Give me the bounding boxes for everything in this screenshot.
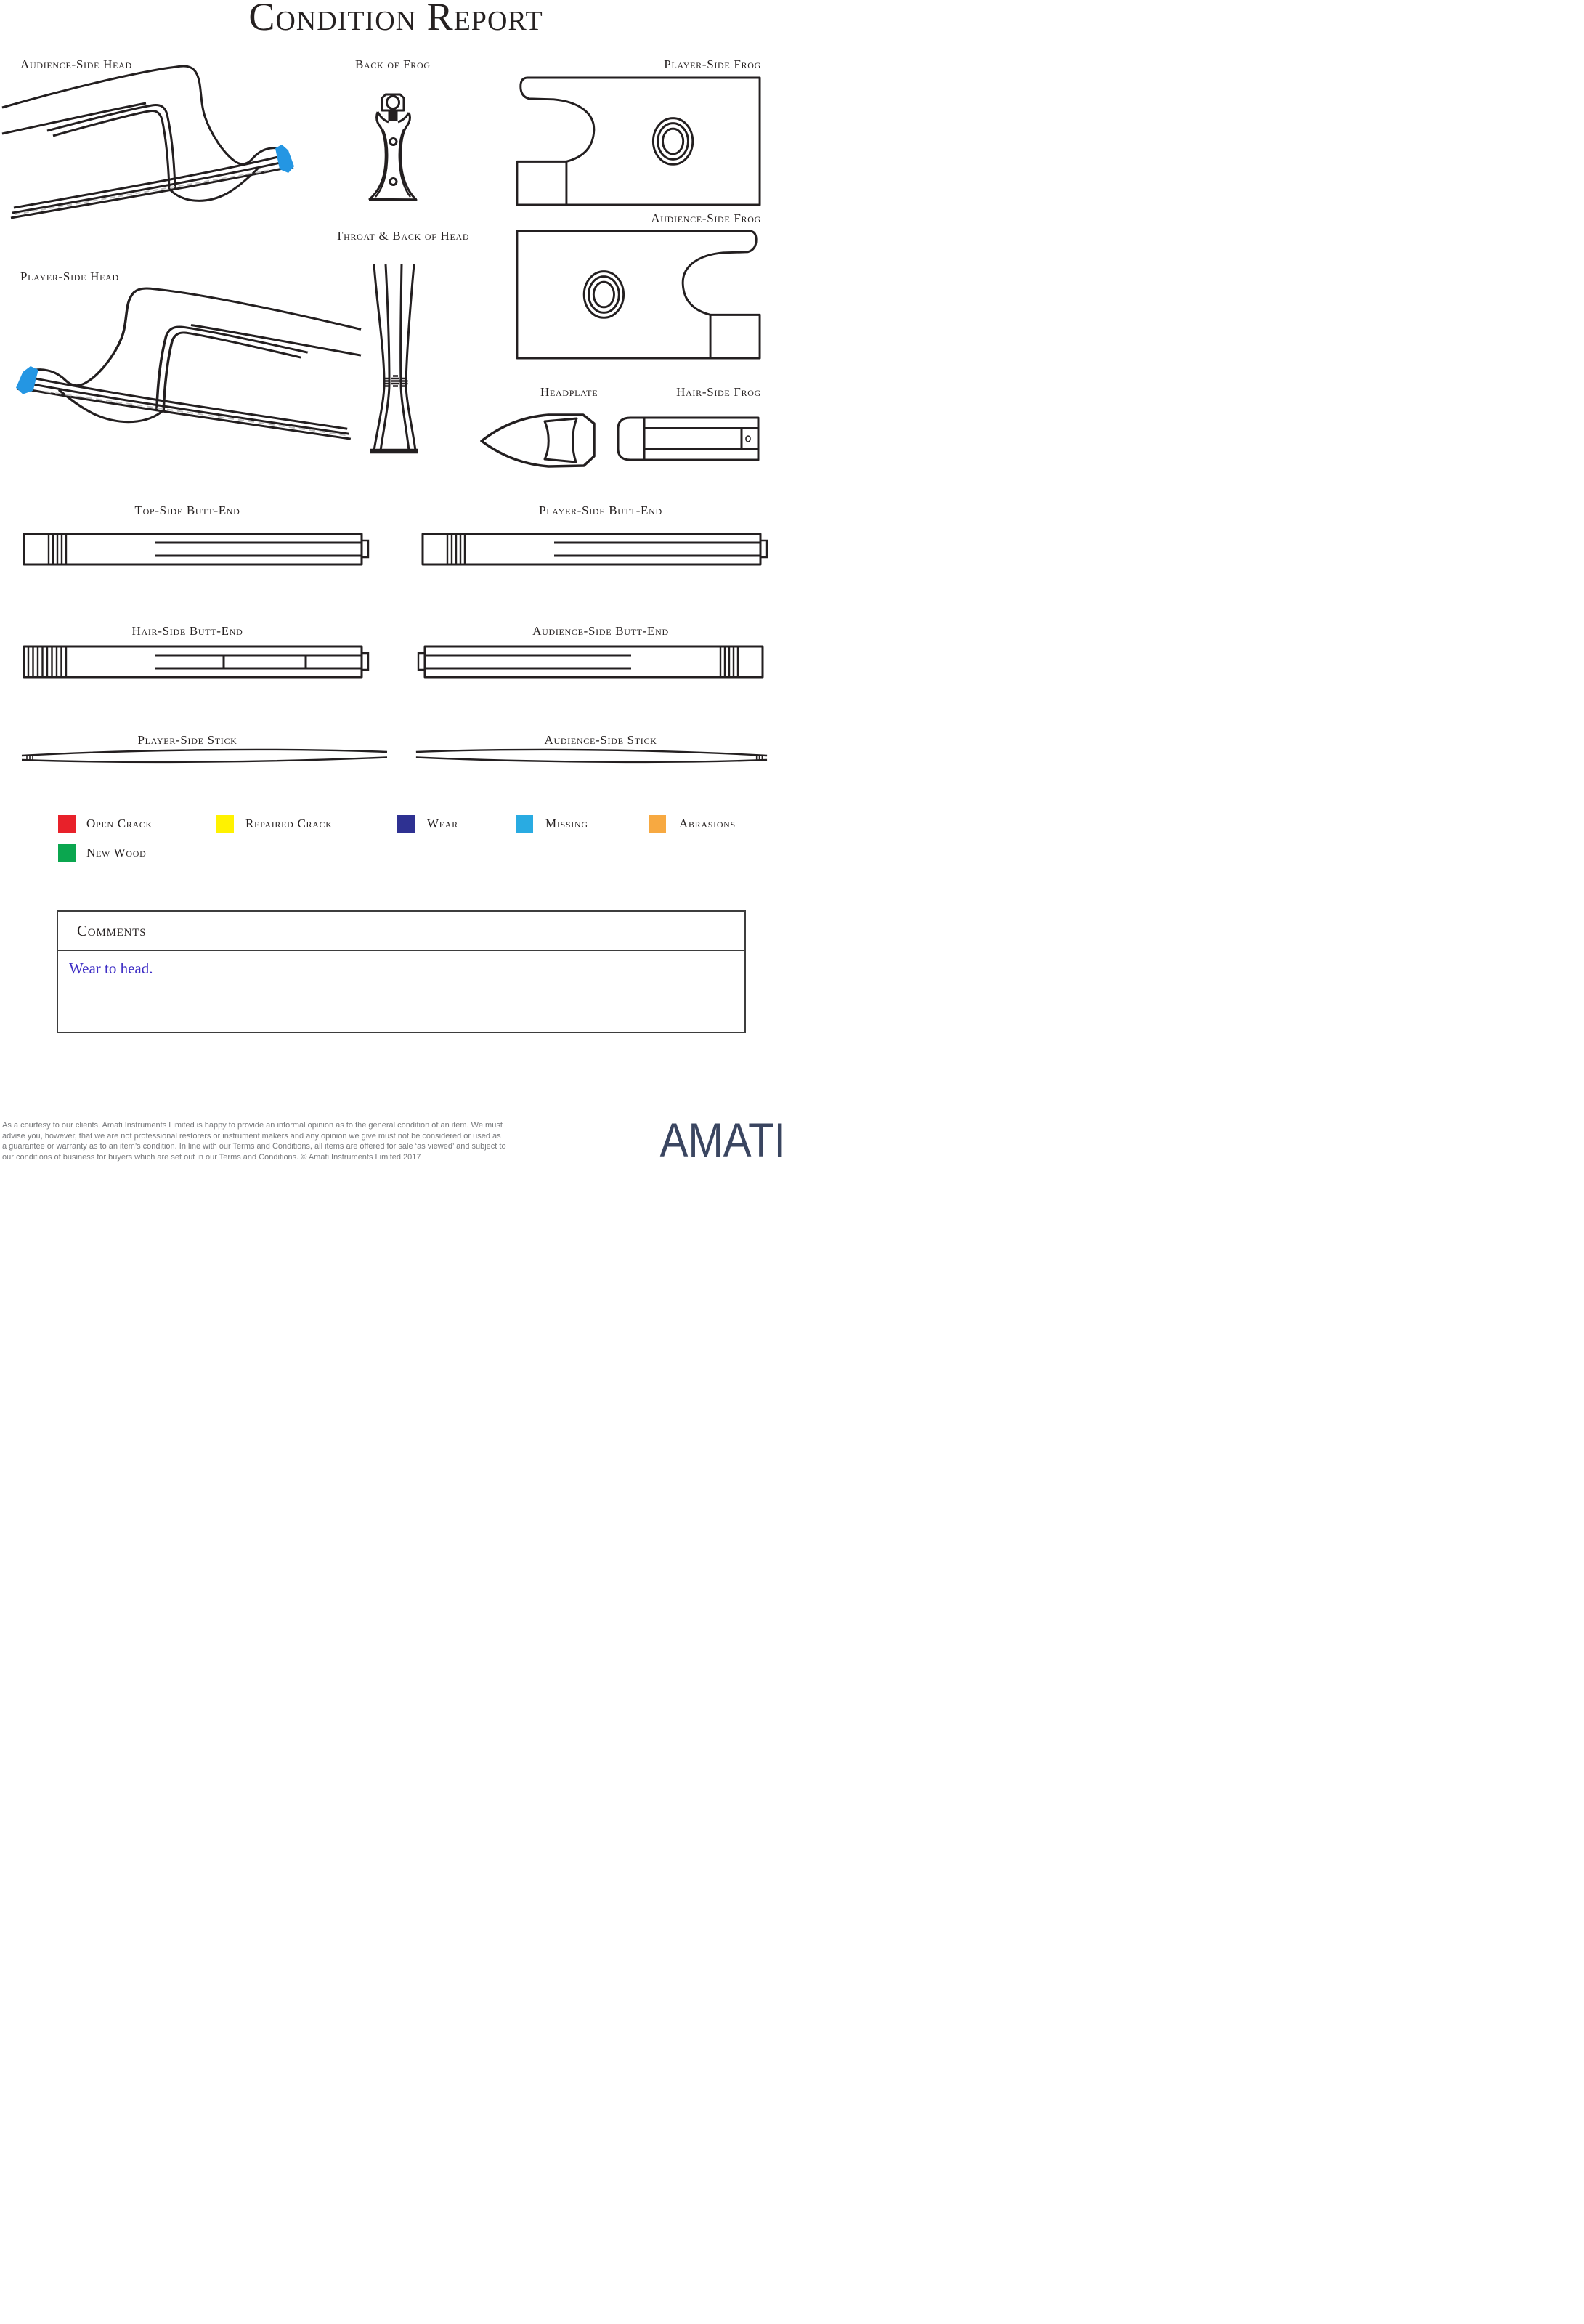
condition-report-page bbox=[0, 0, 792, 1162]
throat-back-of-head-diagram bbox=[367, 262, 420, 455]
player-side-frog-diagram bbox=[516, 75, 761, 206]
open-crack-swatch bbox=[58, 815, 76, 833]
repaired-crack-label: Repaired Crack bbox=[245, 817, 333, 830]
wear-label: Wear bbox=[427, 817, 458, 830]
missing-label: Missing bbox=[545, 817, 588, 830]
label-audience-side-stick: Audience-Side Stick bbox=[544, 733, 657, 747]
label-top-side-butt-end: Top-Side Butt-End bbox=[134, 503, 240, 517]
label-hair-side-frog: Hair-Side Frog bbox=[676, 385, 761, 399]
repaired-crack-swatch bbox=[216, 815, 234, 833]
label-hair-side-butt-end: Hair-Side Butt-End bbox=[131, 624, 243, 638]
disclaimer-line: a guarantee or warranty as to an item’s condition. In line with our Terms and Conditions, all items are offered for sale ‘as viewed’ and subject to bbox=[2, 1142, 506, 1151]
label-audience-side-head: Audience-Side Head bbox=[20, 57, 132, 71]
hair-side-butt-end-diagram bbox=[23, 645, 370, 679]
audience-side-frog-diagram bbox=[516, 228, 761, 360]
abrasions-label: Abrasions bbox=[679, 817, 736, 830]
comments-box bbox=[57, 910, 746, 1033]
disclaimer-line: advise you, however, that we are not professional restorers or instrument makers and any opinion we give must not be considered or used as bbox=[2, 1131, 501, 1141]
new-wood-swatch bbox=[58, 844, 76, 862]
comments-body: Wear to head. bbox=[69, 960, 153, 977]
abrasions-swatch bbox=[649, 815, 666, 833]
page-title: Condition Report bbox=[248, 0, 543, 39]
missing-swatch bbox=[516, 815, 533, 833]
label-headplate: Headplate bbox=[540, 385, 598, 399]
wear-swatch bbox=[397, 815, 415, 833]
amati-logo: AMATI bbox=[659, 1113, 786, 1162]
audience-side-stick-diagram bbox=[414, 746, 768, 766]
disclaimer-line: our conditions of business for buyers which are set out in our Terms and Conditions. © Amati Instruments Limited 2017 bbox=[2, 1152, 421, 1162]
label-player-side-head: Player-Side Head bbox=[20, 270, 119, 283]
label-player-side-stick: Player-Side Stick bbox=[137, 733, 237, 747]
top-side-butt-end-diagram bbox=[23, 533, 370, 566]
label-throat-back-of-head: Throat & Back of Head bbox=[336, 229, 470, 243]
hair-side-frog-diagram bbox=[616, 416, 760, 461]
disclaimer bbox=[2, 1120, 583, 1162]
player-side-head-diagram bbox=[16, 285, 361, 450]
label-audience-side-butt-end: Audience-Side Butt-End bbox=[532, 624, 669, 638]
label-player-side-butt-end: Player-Side Butt-End bbox=[539, 503, 662, 517]
player-side-butt-end-diagram bbox=[421, 533, 768, 566]
label-player-side-frog: Player-Side Frog bbox=[664, 57, 761, 71]
audience-side-butt-end-diagram bbox=[417, 645, 764, 679]
label-audience-side-frog: Audience-Side Frog bbox=[651, 211, 761, 225]
back-of-frog-diagram bbox=[367, 93, 419, 203]
player-side-stick-diagram bbox=[20, 746, 389, 766]
comments-header: Comments bbox=[58, 912, 744, 951]
disclaimer-line: As a courtesy to our clients, Amati Instruments Limited is happy to provide an informal opinion as to the general condition of an item. We must bbox=[2, 1121, 503, 1130]
headplate-diagram bbox=[479, 411, 603, 469]
audience-side-head-diagram bbox=[2, 62, 294, 230]
new-wood-label: New Wood bbox=[86, 846, 147, 859]
label-back-of-frog: Back of Frog bbox=[355, 57, 431, 71]
open-crack-label: Open Crack bbox=[86, 817, 153, 830]
